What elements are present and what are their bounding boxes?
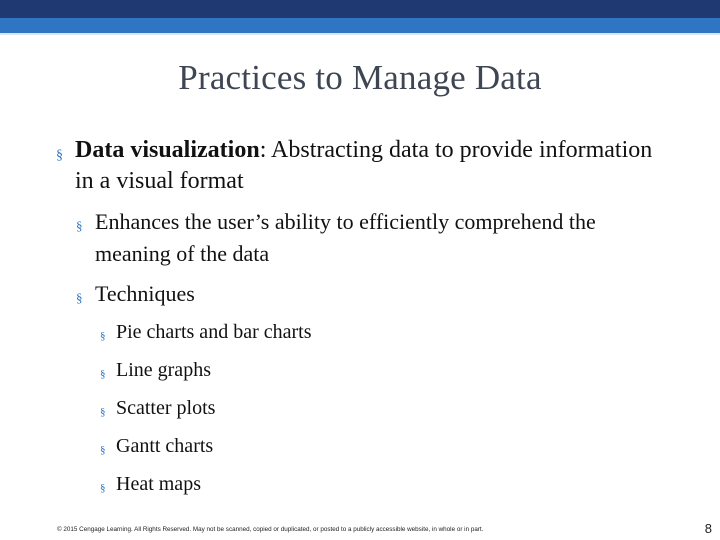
bullet-icon: § [100,330,106,342]
technique-item [100,357,660,387]
bullet-icon: § [100,444,106,456]
technique-text: Line graphs [116,359,211,381]
bullet-icon: § [100,368,106,380]
sub-bullet-text: Techniques [95,281,195,306]
header-band-edge [0,33,720,35]
bullet-icon: § [56,148,63,163]
bullet-term: Data visualization [75,137,260,163]
header-band [0,0,720,35]
bullet-icon: § [100,406,106,418]
technique-item [100,395,660,425]
bullet-icon: § [100,482,106,494]
technique-text: Heat maps [116,473,201,495]
sub-bullet-techniques [76,278,676,314]
technique-item [100,319,660,349]
page-number: 8 [704,521,712,536]
technique-text: Pie charts and bar charts [116,321,312,343]
technique-text: Scatter plots [116,397,216,419]
header-band-dark [0,0,720,18]
bullet-data-visualization [56,135,656,197]
bullet-text [75,135,656,197]
technique-item [100,433,660,463]
sub-bullet-text: Enhances the user’s ability to efficiently comprehend the meaning of the data [95,209,596,266]
slide-title: Practices to Manage Data [178,58,542,97]
technique-item [100,471,660,501]
bullet-icon: § [76,218,83,233]
copyright-footer: © 2015 Cengage Learning. All Rights Reserved. May not be scanned, copied or duplicated, or posted to a publicly accessible website, in whole or in part. [57,526,484,533]
sub-bullet-enhances [76,206,676,270]
header-band-light [0,18,720,33]
bullet-icon: § [76,290,83,305]
technique-text: Gantt charts [116,435,214,457]
bullet-definition: : Abstracting data to provide information in a visual format [75,137,653,194]
